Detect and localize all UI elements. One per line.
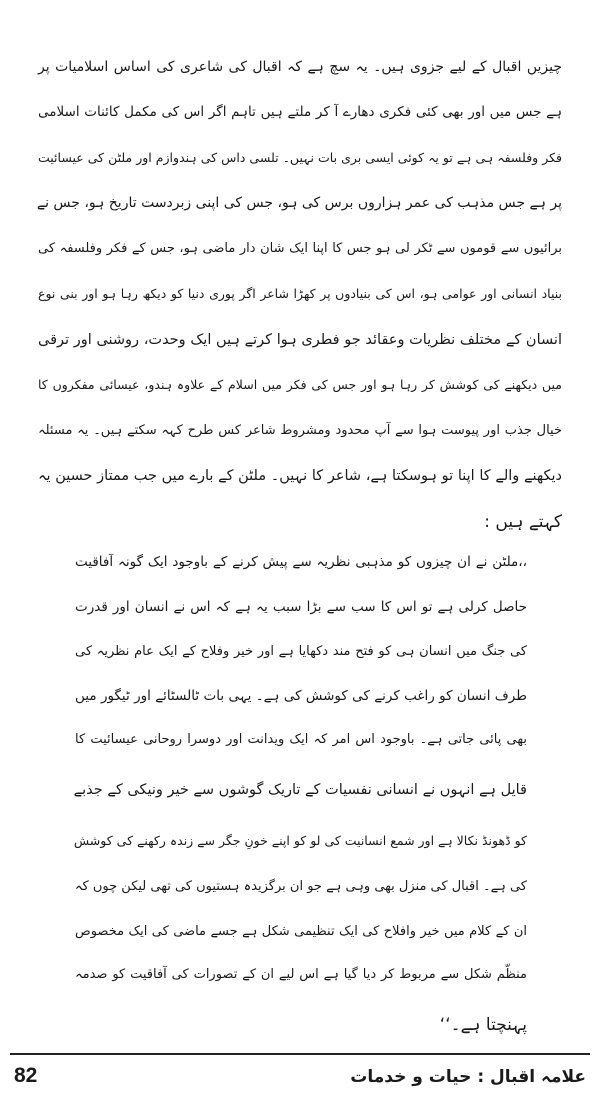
body-line: کہتے ہیں :	[484, 512, 562, 532]
quote-line: کی ہے۔ اقبال کی منزل بھی وہی ہے جو ان برگزیدہ ہستیوں کی تھی لیکن چوں کہ	[74, 879, 527, 894]
quote-line: ان کے کلام میں خیر وافلاح کی ایک تنظیمی شکل ہے جسے ماضی کی ایک مخصوص	[75, 924, 527, 939]
quote-line: ،،ملٹن نے ان چیزوں کو مذہبی نظریہ سے پیش کرنے کے باوجود ایک گونہ آفاقیت	[75, 554, 527, 570]
body-line: برائیوں سے قوموں سے ٹکر لی ہو جس کا اپنا ایک شان دار ماضی ہو، جس کے فکر وفلسفہ کی	[38, 241, 562, 256]
body-line: دیکھنے والے کا اپنا تو ہوسکتا ہے، شاعر کا نہیں۔ ملٹن کے بارے میں جب ممتاز حسین یہ	[38, 468, 562, 484]
quote-line: قایل ہے انہوں نے انسانی نفسیات کے تاریک گوشوں سے خیر ونیکی کے جذبے	[73, 782, 527, 798]
body-line: چیزیں اقبال کے لیے جزوی ہیں۔ یہ سچ ہے کہ اقبال کی شاعری کی اساس اسلامیات پر	[38, 59, 562, 75]
quote-line: کی جنگ میں انسان ہی کو فتح مند دکھایا ہے اور خیر وفلاح کے ایک عام نظریہ کی	[75, 644, 527, 659]
body-line: فکر وفلسفہ ہی ہے تو یہ کوئی ایسی بری بات نہیں۔ تلسی داس کی ہندوازم اور ملٹن کی عیسائیت	[38, 150, 562, 165]
running-footer-title: علامہ اقبال : حیات و خدمات	[350, 1067, 586, 1087]
body-line: بنیاد انسانی اور عوامی ہو، اس کی بنیادوں پر کھڑا شاعر اگر پوری دنیا کو دیکھ رہا ہو اور بنی نوع	[38, 286, 562, 301]
quote-line: کو ڈھونڈ نکالا ہے اور شمع انسانیت کی لو کو اپنے خونِ جگر سے زندہ رکھنے کی کوشش	[73, 833, 527, 848]
footer-divider	[10, 1053, 590, 1055]
quote-line: منظّم شکل سے مربوط کر دیا گیا ہے اس لیے ان کے تصورات کی آفاقیت کو صدمہ	[75, 967, 527, 982]
body-line: پر ہے جس مذہب کی عمر ہزاروں برس کی ہو، جس کی اپنی زبردست تاریخ ہو، جس نے	[36, 195, 562, 211]
quote-line: پہنچتا ہے۔‘‘	[439, 1015, 527, 1035]
quote-line: بھی پائی جاتی ہے۔ باوجود اس امر کہ ایک ویدانت اور دوسرا روحانی عیسائیت کا	[75, 732, 527, 747]
body-line: خیال جذب اور پیوست ہوا سے آپ محدود ومشروط شاعر کس طرح کہہ سکتے ہیں۔ یہ مسئلہ	[38, 423, 562, 438]
body-line: میں دیکھنے کی کوشش کر رہا ہو اور جس کی فکر میں اسلام کے علاوہ ہندو، عیسائی مفکروں کا	[38, 377, 562, 392]
quote-line: طرف انسان کو راغب کرنے کی کوشش کی ہے۔ یہی بات ٹالسٹائے اور ٹیگور میں	[75, 688, 527, 704]
quote-line: حاصل کرلی ہے تو اس کا سب سے بڑا سبب یہ ہے کہ اس نے انسان اور قدرت	[75, 599, 527, 615]
body-line: انسان کے مختلف نظریات وعقائد جو فطری ہوا کرتے ہیں ایک وحدت، روشنی اور ترقی	[38, 332, 562, 348]
page-number: 82	[14, 1064, 38, 1087]
body-line: ہے جس میں اور بھی کئی فکری دھارے آ کر ملتے ہیں تاہم اگر اس کی مکمل کائنات اسلامی	[38, 104, 562, 120]
